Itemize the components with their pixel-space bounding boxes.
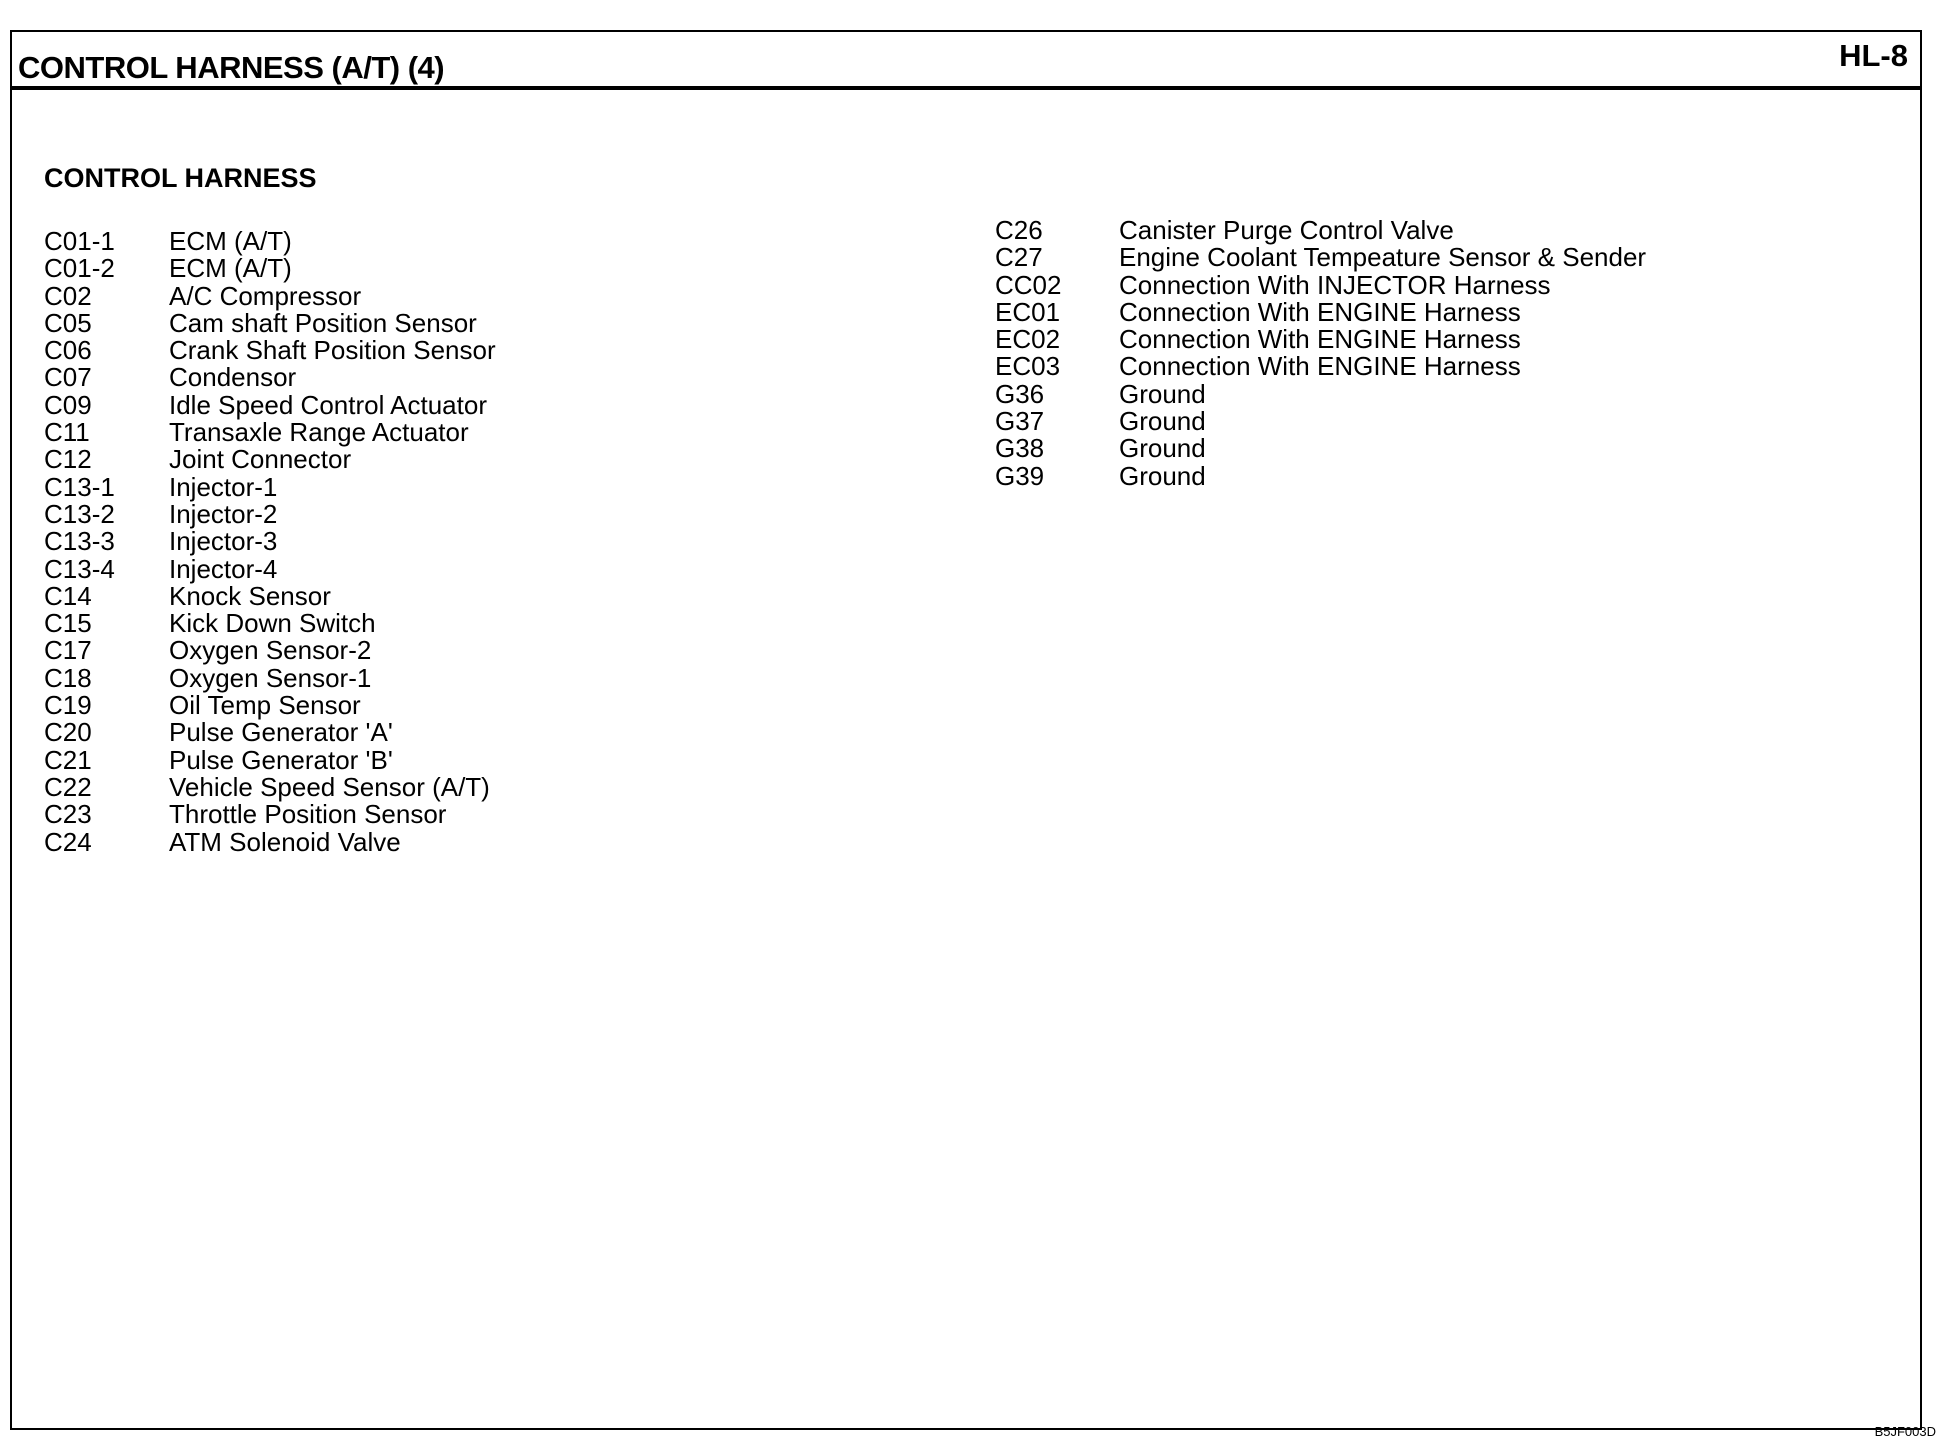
connector-description: Vehicle Speed Sensor (A/T) — [169, 771, 490, 802]
connector-description: Engine Coolant Tempeature Sensor & Sender — [1119, 242, 1647, 273]
connector-code: C22 — [44, 771, 92, 802]
connector-description: ECM (A/T) — [169, 253, 292, 284]
connector-description: Throttle Position Sensor — [169, 799, 447, 830]
connector-list-left — [44, 228, 496, 856]
page-number: HL-8 — [1839, 38, 1908, 73]
connector-description: Injector-2 — [169, 498, 278, 529]
connector-row — [44, 610, 496, 637]
connector-description: Connection With INJECTOR Harness — [1119, 269, 1551, 300]
connector-code: C18 — [44, 662, 92, 693]
connector-code: EC01 — [995, 296, 1061, 327]
connector-description: Ground — [1119, 433, 1206, 464]
connector-code: EC03 — [995, 351, 1061, 382]
connector-description: Joint Connector — [169, 444, 352, 475]
connector-code: C13-4 — [44, 553, 115, 584]
connector-row — [44, 419, 496, 446]
connector-description: Injector-3 — [169, 526, 278, 557]
connector-description: A/C Compressor — [169, 280, 362, 311]
connector-description: Injector-4 — [169, 553, 278, 584]
header-rule — [10, 86, 1922, 90]
connector-description: Pulse Generator 'A' — [169, 717, 393, 748]
connector-description: Canister Purge Control Valve — [1119, 215, 1454, 245]
connector-description: Ground — [1119, 460, 1206, 491]
connector-code: C14 — [44, 580, 92, 611]
connector-description: Ground — [1119, 378, 1206, 409]
connector-row — [44, 307, 496, 338]
connector-code: C01-2 — [44, 253, 115, 284]
connector-row — [44, 662, 496, 693]
connector-description: Oxygen Sensor-1 — [169, 662, 372, 693]
connector-code: CC02 — [995, 269, 1062, 300]
connector-description: Transaxle Range Actuator — [169, 417, 469, 448]
connector-row — [44, 637, 496, 664]
connector-description: Knock Sensor — [169, 580, 331, 611]
connector-row — [44, 692, 496, 719]
connector-row — [44, 528, 496, 555]
connector-description: Pulse Generator 'B' — [169, 744, 393, 775]
page-title: CONTROL HARNESS (A/T) (4) — [18, 50, 445, 85]
connector-code: G37 — [995, 406, 1045, 437]
connector-row — [995, 296, 1646, 327]
connector-code: C23 — [44, 799, 92, 830]
connector-row — [44, 801, 496, 828]
connector-row — [995, 435, 1646, 462]
connector-code: C26 — [995, 215, 1043, 245]
connector-description: Ground — [1119, 406, 1206, 437]
connector-code: C27 — [995, 242, 1043, 273]
connector-row — [44, 719, 496, 746]
connector-code: C12 — [44, 444, 92, 475]
connector-row — [44, 337, 496, 364]
section-heading: CONTROL HARNESS — [44, 163, 317, 193]
connector-row — [44, 771, 496, 802]
connector-row — [995, 378, 1646, 409]
connector-code: C07 — [44, 362, 92, 393]
connector-row — [44, 280, 496, 311]
connector-code: C13-2 — [44, 498, 115, 529]
connector-code: C24 — [44, 826, 92, 857]
connector-row — [44, 498, 496, 529]
connector-code: C13-1 — [44, 471, 115, 502]
connector-description: Condensor — [169, 362, 297, 393]
connector-row — [44, 553, 496, 584]
connector-code: C20 — [44, 717, 92, 748]
connector-row — [44, 580, 496, 611]
connector-row — [44, 744, 496, 775]
connector-description: Connection With ENGINE Harness — [1119, 351, 1521, 382]
connector-description: Oxygen Sensor-2 — [169, 635, 372, 666]
connector-row — [44, 364, 496, 391]
connector-code: EC02 — [995, 324, 1061, 355]
connector-row — [995, 269, 1646, 300]
connector-description: Kick Down Switch — [169, 608, 376, 639]
connector-code: G38 — [995, 433, 1045, 464]
connector-row — [995, 326, 1646, 353]
connector-code: C02 — [44, 280, 92, 311]
connector-description: Cam shaft Position Sensor — [169, 307, 477, 338]
connector-row — [44, 228, 496, 255]
connector-code: C21 — [44, 744, 92, 775]
connector-description: ATM Solenoid Valve — [169, 826, 401, 857]
connector-code: G36 — [995, 378, 1045, 409]
connector-description: ECM (A/T) — [169, 226, 292, 256]
connector-code: C05 — [44, 307, 92, 338]
connector-description: Connection With ENGINE Harness — [1119, 296, 1521, 327]
connector-row — [995, 244, 1646, 271]
connector-code: C19 — [44, 690, 92, 721]
connector-row — [44, 389, 496, 420]
connector-row — [44, 471, 496, 502]
connector-description: Crank Shaft Position Sensor — [169, 335, 496, 366]
connector-list-right — [995, 217, 1646, 490]
connector-row — [44, 826, 496, 857]
connector-row — [995, 217, 1646, 244]
connector-code: C15 — [44, 608, 92, 639]
connector-code: G39 — [995, 460, 1045, 491]
connector-code: C13-3 — [44, 526, 115, 557]
connector-code: C01-1 — [44, 226, 115, 256]
connector-description: Idle Speed Control Actuator — [169, 389, 487, 420]
connector-row — [995, 460, 1646, 491]
connector-description: Injector-1 — [169, 471, 278, 502]
connector-code: C17 — [44, 635, 92, 666]
connector-code: C06 — [44, 335, 92, 366]
connector-row — [44, 446, 496, 473]
connector-description: Oil Temp Sensor — [169, 690, 361, 721]
connector-row — [995, 408, 1646, 435]
connector-row — [995, 353, 1646, 380]
connector-row — [44, 255, 496, 282]
connector-description: Connection With ENGINE Harness — [1119, 324, 1521, 355]
connector-code: C11 — [44, 417, 90, 448]
figure-id: B5JF003D — [1874, 1424, 1936, 1439]
connector-code: C09 — [44, 389, 92, 420]
